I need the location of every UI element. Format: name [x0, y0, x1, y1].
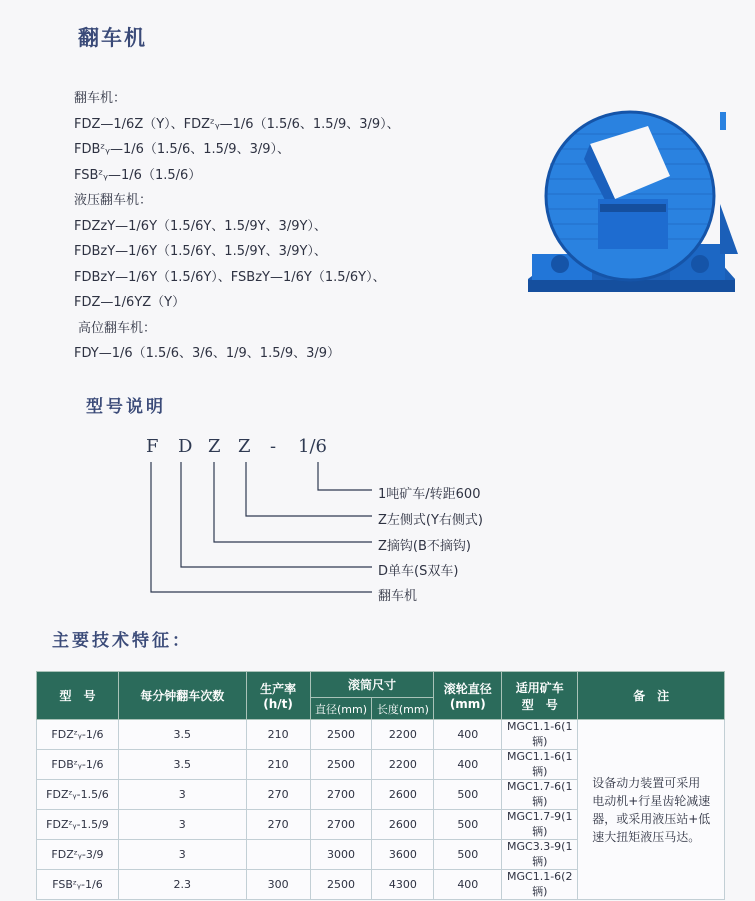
cell-car: MGC1.7-9(1辆) — [502, 810, 578, 840]
cell-len: 2200 — [372, 720, 434, 750]
spec-table — [36, 671, 725, 900]
code-char-z2: Z — [238, 436, 251, 457]
table-row — [37, 720, 725, 750]
header-rate: 生产率 (h/t) — [246, 672, 310, 720]
cell-model: FDZᶻᵧ-1.5/9 — [37, 810, 119, 840]
model-list-line: FSBᶻᵧ—1/6（1.5/6） — [74, 167, 202, 183]
cell-rate: 300 — [246, 870, 310, 900]
cell-rate — [246, 840, 310, 870]
model-group-heading: 液压翻车机： — [74, 193, 153, 208]
cell-rate: 210 — [246, 750, 310, 780]
tippler-machine-image — [520, 104, 742, 304]
cell-dia: 2500 — [310, 870, 372, 900]
cell-flips: 3.5 — [118, 720, 246, 750]
cell-roller: 500 — [434, 810, 502, 840]
model-group-heading: 高位翻车机： — [78, 320, 157, 336]
model-group-heading: 翻车机： — [74, 91, 127, 106]
model-explain-title: 型号说明 — [86, 397, 166, 417]
code-label-4: D单车(S双车) — [378, 564, 459, 579]
model-list-line: FDBᶻᵧ—1/6（1.5/6、1.5/9、3/9）、 — [74, 142, 291, 157]
cell-dia: 2700 — [310, 780, 372, 810]
header-drum-dia: 直径(mm) — [310, 698, 372, 720]
specs-title: 主要技术特征： — [52, 631, 192, 651]
cell-rate: 270 — [246, 780, 310, 810]
code-label-5: 翻车机 — [378, 589, 418, 604]
cell-model: FSBᶻᵧ-1/6 — [37, 870, 119, 900]
cell-car: MGC1.1-6(1辆) — [502, 750, 578, 780]
cell-flips: 3.5 — [118, 750, 246, 780]
header-flips: 每分钟翻车次数 — [118, 672, 246, 720]
code-char-f: F — [146, 436, 159, 457]
model-list-line: FDZ—1/6YZ（Y） — [74, 295, 186, 310]
cell-dia: 3000 — [310, 840, 372, 870]
model-list — [74, 86, 524, 367]
cell-car: MGC1.1-6(2辆) — [502, 870, 578, 900]
cell-roller: 500 — [434, 780, 502, 810]
cell-flips: 3 — [118, 810, 246, 840]
cell-rate: 270 — [246, 810, 310, 840]
cell-car: MGC1.7-6(1辆) — [502, 780, 578, 810]
header-car: 适用矿车 型 号 — [502, 672, 578, 720]
model-list-line: FDZzY—1/6Y（1.5/6Y、1.5/9Y、3/9Y）、 — [74, 218, 327, 234]
cell-roller: 400 — [434, 720, 502, 750]
cell-len: 3600 — [372, 840, 434, 870]
code-char-z1: Z — [208, 436, 221, 457]
header-remark: 备 注 — [578, 672, 725, 720]
cell-len: 4300 — [372, 870, 434, 900]
code-char-d: D — [178, 436, 193, 457]
model-list-line: FDBzY—1/6Y（1.5/6Y、1.5/9Y、3/9Y）、 — [74, 244, 327, 259]
code-label-3: Z摘钩(B不摘钩) — [378, 539, 471, 554]
model-list-line: FDBzY—1/6Y（1.5/6Y）、FSBzY—1/6Y（1.5/6Y）、 — [74, 269, 386, 285]
cell-model: FDZᶻᵧ-1.5/6 — [37, 780, 119, 810]
cell-car: MGC1.1-6(1辆) — [502, 720, 578, 750]
cell-roller: 400 — [434, 870, 502, 900]
cell-flips: 3 — [118, 840, 246, 870]
cell-dia: 2500 — [310, 720, 372, 750]
cell-dia: 2500 — [310, 750, 372, 780]
page-title: 翻车机 — [78, 26, 147, 50]
code-label-2: Z左侧式(Y右侧式) — [378, 513, 483, 528]
cell-dia: 2700 — [310, 810, 372, 840]
code-char-dash: - — [270, 436, 277, 457]
model-list-line: FDY—1/6（1.5/6、3/6、1/9、1.5/9、3/9） — [74, 346, 341, 361]
cell-model: FDZᶻᵧ-3/9 — [37, 840, 119, 870]
code-label-1: 1吨矿车/转距600 — [378, 487, 481, 502]
cell-model: FDBᶻᵧ-1/6 — [37, 750, 119, 780]
cell-roller: 400 — [434, 750, 502, 780]
model-list-line: FDZ—1/6Z（Y）、FDZᶻᵧ—1/6（1.5/6、1.5/9、3/9）、 — [74, 116, 400, 132]
cell-model: FDZᶻᵧ-1/6 — [37, 720, 119, 750]
cell-remark: 设备动力装置可采用电动机+行星齿轮减速器，或采用液压站+低速大扭矩液压马达。 — [578, 720, 725, 900]
code-char-ratio: 1/6 — [298, 436, 327, 457]
header-model: 型 号 — [37, 672, 119, 720]
cell-flips: 2.3 — [118, 870, 246, 900]
cell-len: 2600 — [372, 810, 434, 840]
cell-flips: 3 — [118, 780, 246, 810]
cell-roller: 500 — [434, 840, 502, 870]
cell-rate: 210 — [246, 720, 310, 750]
cell-len: 2200 — [372, 750, 434, 780]
header-drum-len: 长度(mm) — [372, 698, 434, 720]
header-roller: 滚轮直径 (mm) — [434, 672, 502, 720]
cell-car: MGC3.3-9(1辆) — [502, 840, 578, 870]
header-drum: 滚筒尺寸 — [310, 672, 434, 698]
cell-len: 2600 — [372, 780, 434, 810]
